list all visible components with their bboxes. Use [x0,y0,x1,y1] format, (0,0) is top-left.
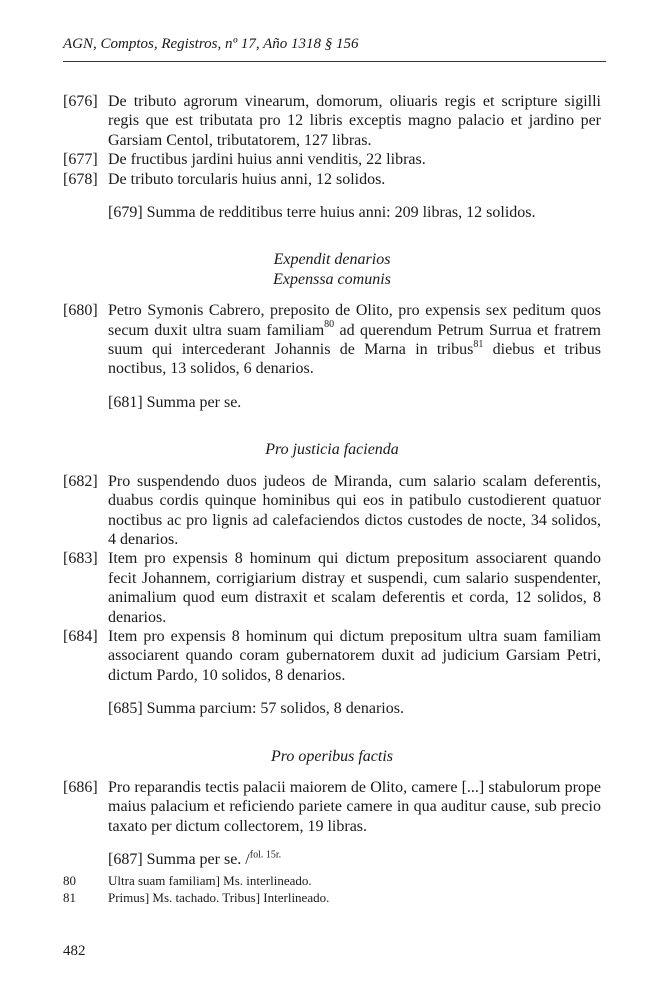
entry-text: De tributo torcularis huius anni, 12 solidos. [108,170,386,188]
folio-marker: fol. 15r. [249,849,282,861]
entry-number: [683] [63,550,98,568]
summa-681 [108,393,601,412]
entry-text-part: ad querendum Petrum Surrua et fratrem suum qui intercederant Johannis de Marna in tribus [108,321,601,359]
header-rule [63,61,606,62]
footnote-number: 80 [63,873,76,888]
footnote-ref: 80 [324,319,335,331]
entry-number: [678] [63,170,98,188]
entry-text: De tributo agrorum vinearum, domorum, oliuaris regis et scripture sigilli regis que est tributata pro 12 libris exceptis magno palacio et jardino per Garsiam Centol, tributatorem, 127 libras. [108,93,601,149]
document-body [63,92,601,870]
section-heading: Pro operibus factis [270,747,394,765]
section-heading: Pro justicia facienda [265,441,399,459]
footnote-text: Primus] Ms. tachado. Tribus] Interlineado. [108,890,330,905]
entry-number: [676] [63,93,98,110]
summa-679 [108,203,601,222]
entry-677 [63,150,601,169]
entry-680 [63,301,601,379]
entry-676 [63,92,601,150]
entry-678 [63,170,601,189]
footnote-number: 81 [63,890,76,905]
footnote [63,889,603,906]
summa-687 [108,850,601,869]
entry-684 [63,627,601,685]
footnote [63,872,603,889]
entry-682 [63,472,601,550]
entry-number: [686] [63,778,98,796]
entry-686 [63,778,601,836]
footnote-text: Ultra suam familiam] Ms. interlineado. [108,873,312,888]
summa-text: Summa per se. [146,393,242,411]
summa-685 [108,699,601,718]
running-head: AGN, Comptos, Registros, nº 17, Año 1318 § 156 [63,36,359,52]
entry-number: [684] [63,627,98,645]
entry-text: Pro suspendendo duos judeos de Miranda, cum salario scalam deferentis, duabus cordis quinque hominibus qui eos in patibulo custodierent quatuor noctibus ac pro lignis ad calefaciendos dictos custodes de nocte, 34 solidos, 4 denarios. [108,472,601,548]
entry-number: [677] [63,151,98,169]
entry-number: [687] [108,851,143,869]
entry-number: [679] [108,204,143,222]
entry-text: Item pro expensis 8 hominum qui dictum prepositum associarent quando fecit Johannem, corrigiarium distray et suspendi, cum salario suspendenter, animalium quod eum distraxit et scalam deferentis et corda, 12 solidos, 8 denarios. [108,550,601,626]
summa-text: Summa parcium: 57 solidos, 8 denarios. [146,700,404,718]
entry-text-part: diebus et tribus noctibus, 13 solidos, 6 denarios. [108,341,601,378]
entry-number: [682] [63,472,98,490]
entry-text-part: Petro Symonis Cabrero, preposito de Olito, pro expensis sex peditum quos secum duxit ultra suam familiam [108,302,601,339]
section-heading: Expendit denarios [273,251,391,269]
section-subheading: Expenssa comunis [273,270,391,288]
summa-text: Summa per se. / [146,851,250,869]
entry-text: Item pro expensis 8 hominum qui dictum prepositum ultra suam familiam associarent quando coram gubernatorem duxit ad judicium Garsiam Petri, dictum Pardo, 10 solidos, 8 denarios. [108,627,601,684]
entry-text [108,301,601,379]
entry-text: Pro reparandis tectis palacii maiorem de Olito, camere [...] stabulorum prope maius palacium et reficiendo pariete camere in qua auditur cause, sub precio taxato per dictum collectorem, 19 libras. [108,778,601,835]
footnote-ref: 81 [473,338,484,350]
entry-number: [681] [108,393,143,411]
footnotes [63,872,603,906]
entry-683 [63,549,601,627]
entry-number: [685] [108,700,143,718]
entry-text: De fructibus jardini huius anni venditis, 22 libras. [108,151,426,169]
summa-text: Summa de redditibus terre huius anni: 209 libras, 12 solidos. [146,204,536,222]
page-number: 482 [63,943,86,959]
entry-number: [680] [63,302,98,320]
